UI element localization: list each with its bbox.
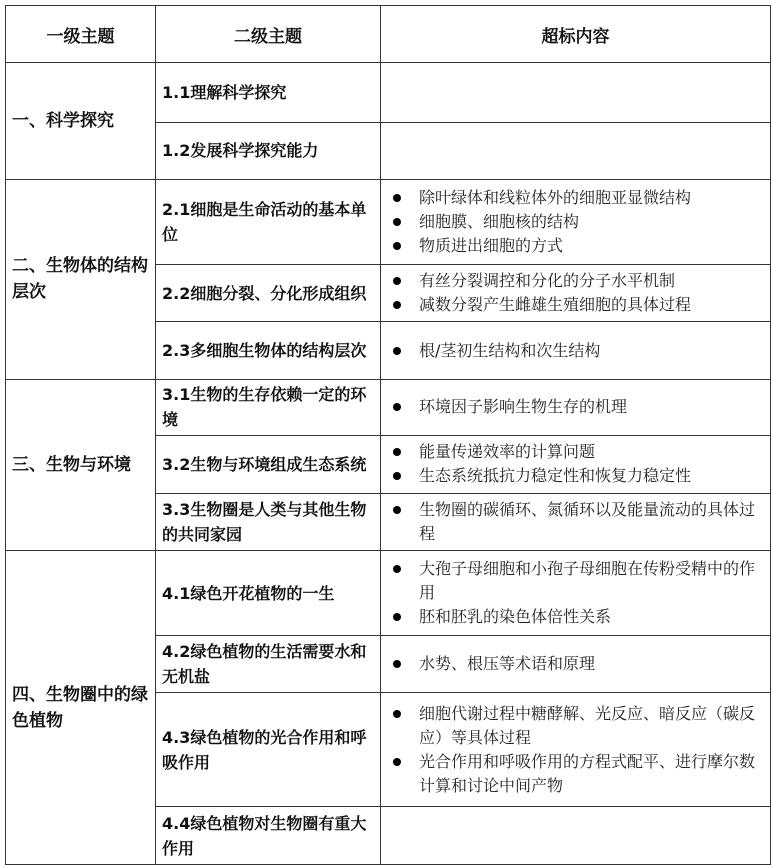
curriculum-table	[5, 5, 771, 865]
table-row	[6, 379, 771, 435]
level2-topic: 2.1细胞是生命活动的基本单位	[156, 180, 381, 265]
list-item: 有丝分裂调控和分化的分子水平机制	[387, 269, 764, 293]
list-item: 物质进出细胞的方式	[387, 234, 764, 258]
content-list	[387, 395, 764, 419]
level2-topic: 4.1绿色开花植物的一生	[156, 551, 381, 636]
content-list	[387, 186, 764, 258]
list-item: 除叶绿体和线粒体外的细胞亚显微结构	[387, 186, 764, 210]
list-item: 细胞代谢过程中糖酵解、光反应、暗反应（碳反应）等具体过程	[387, 702, 764, 750]
list-item: 水势、根压等术语和原理	[387, 652, 764, 676]
content-list	[387, 557, 764, 629]
level2-topic: 2.2细胞分裂、分化形成组织	[156, 264, 381, 322]
level1-topic: 四、生物圈中的绿色植物	[6, 551, 156, 865]
content-list	[387, 652, 764, 676]
level2-topic: 3.1生物的生存依赖一定的环境	[156, 379, 381, 435]
content-cell	[381, 122, 771, 180]
level2-topic: 2.3多细胞生物体的结构层次	[156, 322, 381, 380]
table-row	[6, 180, 771, 265]
level2-topic: 3.2生物与环境组成生态系统	[156, 436, 381, 494]
content-cell	[381, 63, 771, 123]
content-list	[387, 269, 764, 317]
header-content: 超标内容	[381, 6, 771, 63]
content-cell	[381, 693, 771, 807]
list-item: 生物圈的碳循环、氮循环以及能量流动的具体过程	[387, 498, 764, 546]
level1-topic: 一、科学探究	[6, 63, 156, 180]
header-level2: 二级主题	[156, 6, 381, 63]
content-cell	[381, 436, 771, 494]
content-list	[387, 440, 764, 488]
content-cell	[381, 264, 771, 322]
table-row	[6, 63, 771, 123]
content-list	[387, 498, 764, 546]
level2-topic: 1.2发展科学探究能力	[156, 122, 381, 180]
content-cell	[381, 807, 771, 865]
level2-topic: 3.3生物圈是人类与其他生物的共同家园	[156, 493, 381, 551]
list-item: 细胞膜、细胞核的结构	[387, 210, 764, 234]
list-item: 光合作用和呼吸作用的方程式配平、进行摩尔数计算和讨论中间产物	[387, 750, 764, 798]
content-cell	[381, 379, 771, 435]
level2-topic: 4.4绿色植物对生物圈有重大作用	[156, 807, 381, 865]
level1-topic: 二、生物体的结构层次	[6, 180, 156, 380]
level2-topic: 1.1理解科学探究	[156, 63, 381, 123]
content-cell	[381, 322, 771, 380]
list-item: 大孢子母细胞和小孢子母细胞在传粉受精中的作用	[387, 557, 764, 605]
table-row	[6, 551, 771, 636]
content-cell	[381, 180, 771, 265]
header-level1: 一级主题	[6, 6, 156, 63]
header-row	[6, 6, 771, 63]
level1-topic: 三、生物与环境	[6, 379, 156, 550]
level2-topic: 4.3绿色植物的光合作用和呼吸作用	[156, 693, 381, 807]
content-list	[387, 702, 764, 798]
list-item: 环境因子影响生物生存的机理	[387, 395, 764, 419]
content-cell	[381, 635, 771, 693]
list-item: 生态系统抵抗力稳定性和恢复力稳定性	[387, 464, 764, 488]
list-item: 能量传递效率的计算问题	[387, 440, 764, 464]
list-item: 胚和胚乳的染色体倍性关系	[387, 605, 764, 629]
content-cell	[381, 551, 771, 636]
list-item: 根/茎初生结构和次生结构	[387, 339, 764, 363]
level2-topic: 4.2绿色植物的生活需要水和无机盐	[156, 635, 381, 693]
content-cell	[381, 493, 771, 551]
list-item: 减数分裂产生雌雄生殖细胞的具体过程	[387, 293, 764, 317]
content-list	[387, 339, 764, 363]
